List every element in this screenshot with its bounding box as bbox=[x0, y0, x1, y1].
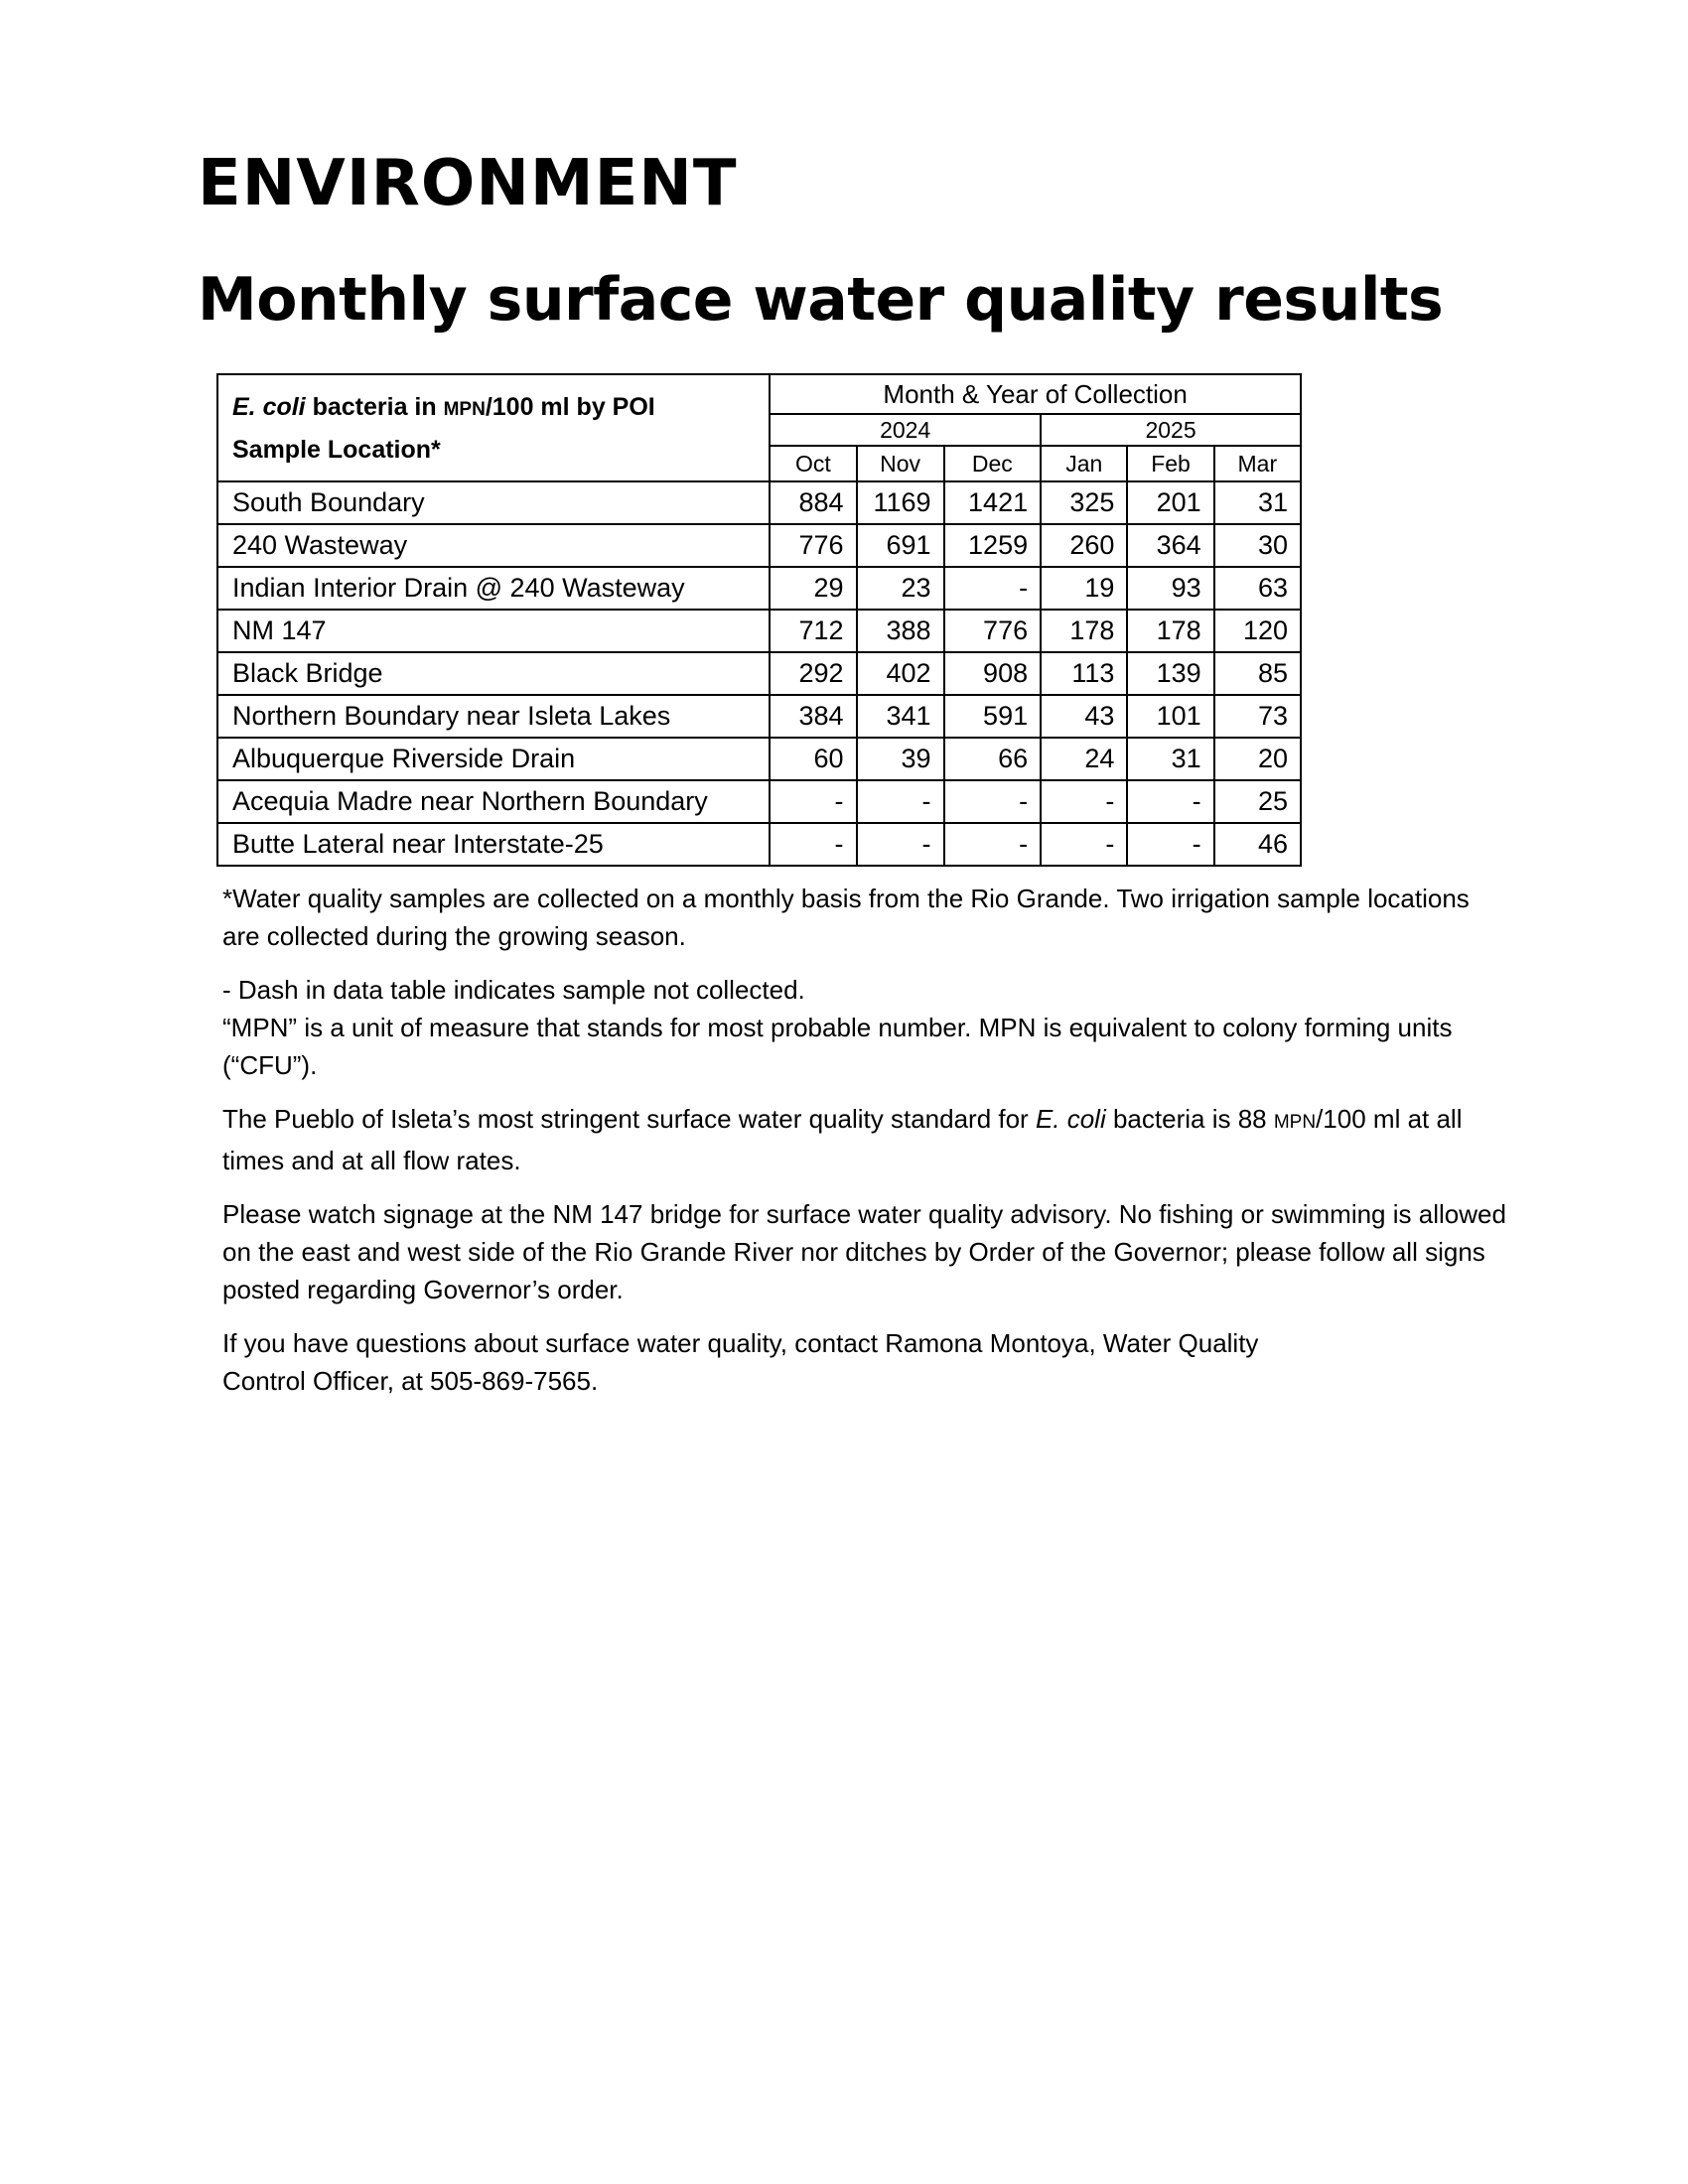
standard-text-a: The Pueblo of Isleta’s most stringent surface water quality standard for bbox=[222, 1104, 1036, 1134]
cell-value: - bbox=[770, 823, 856, 866]
month-header-nov: Nov bbox=[857, 446, 944, 481]
month-header-jan: Jan bbox=[1041, 446, 1127, 481]
cell-value: 23 bbox=[857, 567, 944, 610]
month-header-feb: Feb bbox=[1127, 446, 1213, 481]
cell-value: 384 bbox=[770, 695, 856, 738]
standard-ecoli: E. coli bbox=[1035, 1104, 1106, 1134]
section-heading: ENVIRONMENT bbox=[198, 147, 738, 220]
cell-value: 1259 bbox=[944, 524, 1042, 567]
cell-value: 591 bbox=[944, 695, 1042, 738]
cell-value: 402 bbox=[857, 652, 944, 695]
dash-note: - Dash in data table indicates sample not collected. bbox=[222, 975, 805, 1005]
cell-value: 178 bbox=[1127, 610, 1213, 652]
table-row bbox=[217, 738, 1301, 780]
month-header-dec: Dec bbox=[944, 446, 1042, 481]
cell-value: 20 bbox=[1214, 738, 1301, 780]
cell-value: 292 bbox=[770, 652, 856, 695]
cell-value: 120 bbox=[1214, 610, 1301, 652]
header-mid: bacteria in bbox=[305, 392, 444, 421]
cell-value: - bbox=[1041, 823, 1127, 866]
group-header: Month & Year of Collection bbox=[770, 374, 1301, 414]
standard-unit: MPN bbox=[1273, 1112, 1317, 1133]
cell-value: 60 bbox=[770, 738, 856, 780]
cell-value: 201 bbox=[1127, 481, 1213, 524]
table-row bbox=[217, 695, 1301, 738]
cell-value: 1169 bbox=[857, 481, 944, 524]
notes-section bbox=[222, 880, 1513, 1416]
footnote-paragraph: *Water quality samples are collected on a monthly basis from the Rio Grande. Two irrigation sample locations are collected during the growing season. bbox=[222, 884, 1470, 951]
cell-value: 260 bbox=[1041, 524, 1127, 567]
contact-line-2: Control Officer, at 505-869-7565. bbox=[222, 1366, 599, 1396]
month-header-oct: Oct bbox=[770, 446, 856, 481]
cell-value: - bbox=[857, 823, 944, 866]
table-row bbox=[217, 567, 1301, 610]
dash-mpn-paragraph bbox=[222, 971, 1513, 1084]
location-column-header bbox=[217, 374, 770, 481]
page-title: Monthly surface water quality results bbox=[198, 265, 1444, 335]
year-header-2024: 2024 bbox=[770, 414, 1041, 446]
cell-value: 46 bbox=[1214, 823, 1301, 866]
header-unit: MPN bbox=[443, 398, 486, 420]
cell-value: 139 bbox=[1127, 652, 1213, 695]
contact-line-1: If you have questions about surface water quality, contact Ramona Montoya, Water Quality bbox=[222, 1328, 1259, 1358]
table-row bbox=[217, 780, 1301, 823]
header-line2: Sample Location* bbox=[232, 435, 441, 464]
cell-value: 24 bbox=[1041, 738, 1127, 780]
year-header-2025: 2025 bbox=[1041, 414, 1301, 446]
row-location: Indian Interior Drain @ 240 Wasteway bbox=[217, 567, 770, 610]
cell-value: 776 bbox=[944, 610, 1042, 652]
cell-value: 113 bbox=[1041, 652, 1127, 695]
standard-paragraph bbox=[222, 1100, 1513, 1179]
cell-value: 66 bbox=[944, 738, 1042, 780]
table-row bbox=[217, 823, 1301, 866]
mpn-note: “MPN” is a unit of measure that stands for most probable number. MPN is equivalent to colony forming units (“CFU”). bbox=[222, 1013, 1453, 1080]
cell-value: 43 bbox=[1041, 695, 1127, 738]
cell-value: 776 bbox=[770, 524, 856, 567]
cell-value: 178 bbox=[1041, 610, 1127, 652]
cell-value: 364 bbox=[1127, 524, 1213, 567]
cell-value: 29 bbox=[770, 567, 856, 610]
row-location: Butte Lateral near Interstate-25 bbox=[217, 823, 770, 866]
cell-value: 31 bbox=[1127, 738, 1213, 780]
cell-value: - bbox=[1041, 780, 1127, 823]
advisory-paragraph: Please watch signage at the NM 147 bridge for surface water quality advisory. No fishing or swimming is allowed on the east and west side of the Rio Grande River nor ditches by Order of the Governor; please follow all signs posted regarding Governor’s order. bbox=[222, 1199, 1506, 1304]
cell-value: 341 bbox=[857, 695, 944, 738]
cell-value: 884 bbox=[770, 481, 856, 524]
row-location: 240 Wasteway bbox=[217, 524, 770, 567]
cell-value: 101 bbox=[1127, 695, 1213, 738]
cell-value: 63 bbox=[1214, 567, 1301, 610]
table-row bbox=[217, 610, 1301, 652]
standard-text-b: bacteria is 88 bbox=[1105, 1104, 1274, 1134]
row-location: Northern Boundary near Isleta Lakes bbox=[217, 695, 770, 738]
cell-value: 691 bbox=[857, 524, 944, 567]
cell-value: - bbox=[857, 780, 944, 823]
month-header-mar: Mar bbox=[1214, 446, 1301, 481]
table-row bbox=[217, 481, 1301, 524]
row-location: Black Bridge bbox=[217, 652, 770, 695]
cell-value: 93 bbox=[1127, 567, 1213, 610]
cell-value: 19 bbox=[1041, 567, 1127, 610]
header-ecoli: E. coli bbox=[232, 392, 306, 421]
cell-value: 325 bbox=[1041, 481, 1127, 524]
cell-value: 85 bbox=[1214, 652, 1301, 695]
row-location: Acequia Madre near Northern Boundary bbox=[217, 780, 770, 823]
cell-value: - bbox=[944, 780, 1042, 823]
row-location: Albuquerque Riverside Drain bbox=[217, 738, 770, 780]
cell-value: - bbox=[1127, 823, 1213, 866]
cell-value: 388 bbox=[857, 610, 944, 652]
table-row bbox=[217, 524, 1301, 567]
cell-value: 31 bbox=[1214, 481, 1301, 524]
cell-value: 908 bbox=[944, 652, 1042, 695]
cell-value: 1421 bbox=[944, 481, 1042, 524]
cell-value: - bbox=[770, 780, 856, 823]
cell-value: - bbox=[1127, 780, 1213, 823]
cell-value: 25 bbox=[1214, 780, 1301, 823]
row-location: South Boundary bbox=[217, 481, 770, 524]
cell-value: - bbox=[944, 823, 1042, 866]
cell-value: 712 bbox=[770, 610, 856, 652]
row-location: NM 147 bbox=[217, 610, 770, 652]
cell-value: 39 bbox=[857, 738, 944, 780]
contact-paragraph bbox=[222, 1324, 1513, 1400]
cell-value: - bbox=[944, 567, 1042, 610]
standard-text-c: /100 ml at all times and at all flow rates. bbox=[222, 1104, 1463, 1175]
header-rest: /100 ml by POI bbox=[485, 392, 655, 421]
table-row bbox=[217, 652, 1301, 695]
cell-value: 30 bbox=[1214, 524, 1301, 567]
water-quality-table bbox=[216, 373, 1302, 867]
cell-value: 73 bbox=[1214, 695, 1301, 738]
